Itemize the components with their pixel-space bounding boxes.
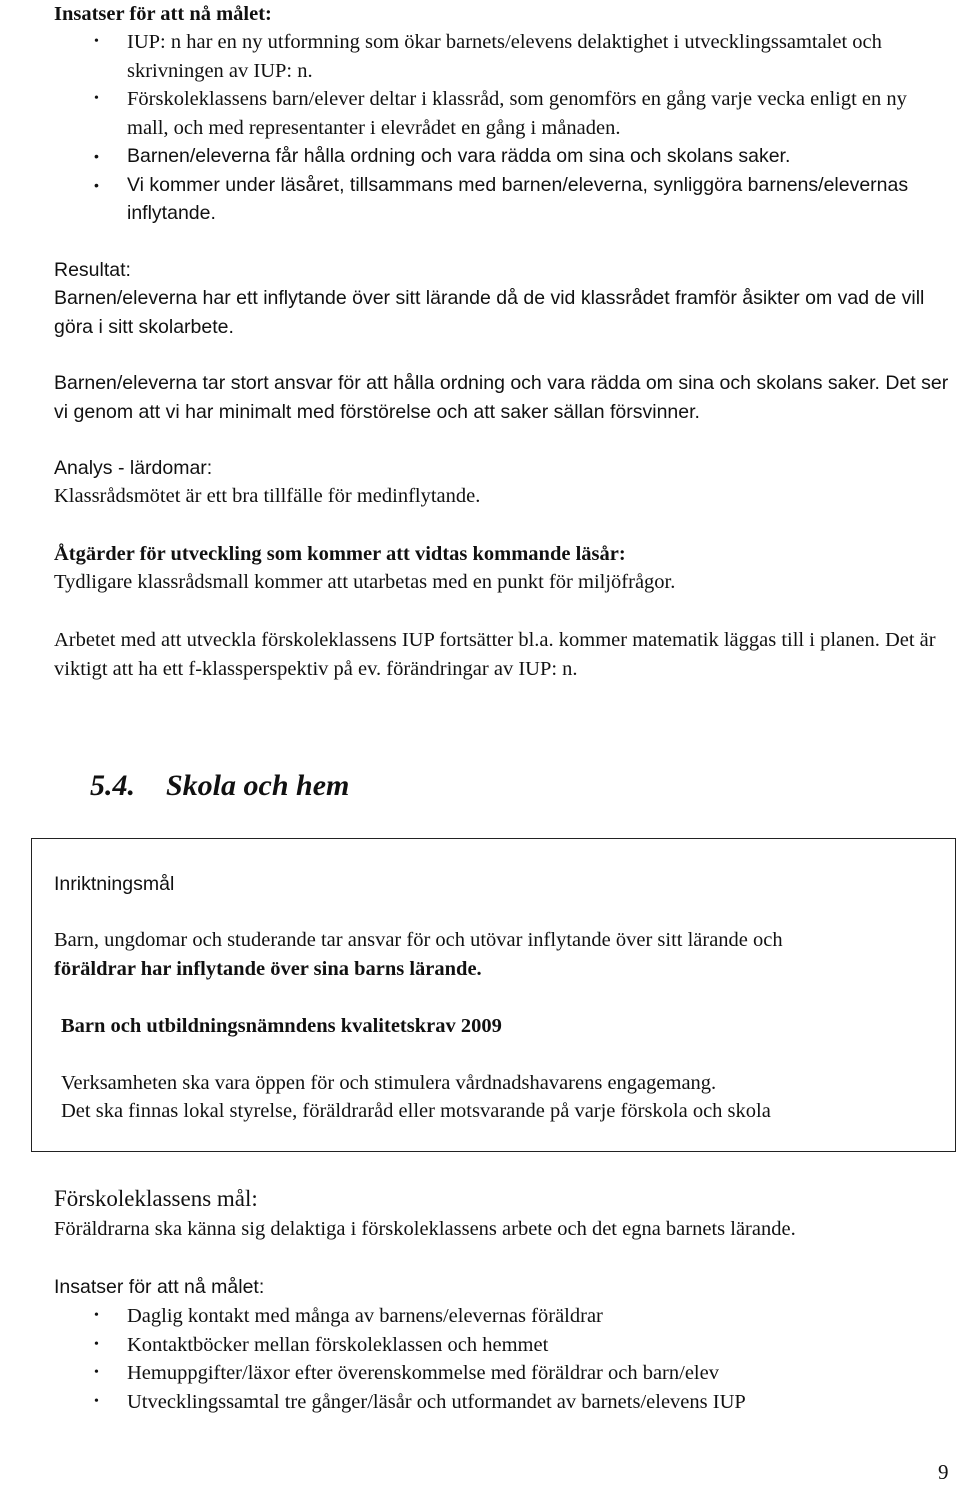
goal-text: Föräldrarna ska känna sig delaktiga i förskoleklassens arbete och det egna barnets lärande.: [54, 1218, 796, 1240]
bullet-icon: •: [94, 91, 99, 106]
actions-paragraph-2: Arbetet med att utveckla förskoleklassens IUP fortsätter bl.a. kommer matematik läggas till i planen. Det är viktigt att ha ett f-klassperspektiv på ev. förändringar av IUP: n.: [54, 629, 936, 680]
list-item: • Förskoleklassens barn/elever deltar i klassråd, som genomförs en gång varje vecka enligt en ny mall, och med representanter i elevrådet en gång i månaden.: [54, 85, 934, 142]
bullet-icon: •: [94, 176, 99, 193]
bullet-icon: •: [94, 1308, 99, 1323]
insatser-list-top: [54, 28, 934, 228]
bullet-icon: •: [94, 1365, 99, 1380]
box-heading: Inriktningsmål: [54, 873, 175, 895]
analysis-text: Klassrådsmötet är ett bra tillfälle för medinflytande.: [54, 485, 481, 507]
list-item: • IUP: n har en ny utformning som ökar barnets/elevens delaktighet i utvecklingssamtalet och skrivningen av IUP: n.: [54, 28, 934, 85]
bullet-icon: •: [94, 148, 99, 164]
result-paragraph-2: Barnen/eleverna tar stort ansvar för att hålla ordning och vara rädda om sina och skolans saker. Det ser vi genom att vi har minimalt med förstörelse och att saker sällan försvinner.: [54, 372, 949, 423]
result-heading: Resultat:: [54, 259, 131, 281]
section-number: 5.4.: [90, 769, 135, 802]
bullet-icon: •: [94, 1336, 99, 1352]
box-requirement-1: Verksamheten ska vara öppen för och stimulera vårdnadshavarens engagemang.: [61, 1072, 717, 1094]
insatser-list-bottom: [54, 1302, 934, 1416]
actions-paragraph-1: Tydligare klassrådsmall kommer att utarbetas med en punkt för miljöfrågor.: [54, 571, 676, 593]
section-title: [90, 768, 349, 804]
list-item: • Hemuppgifter/läxor efter överenskommelse med föräldrar och barn/elev: [54, 1359, 934, 1388]
analysis-heading: Analys - lärdomar:: [54, 457, 213, 479]
list-item: • Vi kommer under läsåret, tillsammans med barnen/eleverna, synliggöra barnens/elevernas inflytande.: [54, 171, 934, 228]
result-paragraph-1: Barnen/eleverna har ett inflytande över sitt lärande då de vid klassrådet framför åsikter om vad de vill göra i sitt skolarbete.: [54, 287, 925, 338]
list-item: • Utvecklingssamtal tre gånger/läsår och utformandet av barnets/elevens IUP: [54, 1388, 934, 1417]
box-subheading: Barn och utbildningsnämndens kvalitetskrav 2009: [61, 1015, 502, 1037]
page-number: 9: [938, 1460, 949, 1484]
box-requirement-2: Det ska finnas lokal styrelse, föräldraråd eller motsvarande på varje förskola och skola: [61, 1100, 771, 1122]
insatser-heading-bottom: Insatser för att nå målet:: [54, 1276, 265, 1298]
box-text-line-2: föräldrar har inflytande över sina barns lärande.: [54, 958, 482, 980]
box-text-line-1: Barn, ungdomar och studerande tar ansvar för och utövar inflytande över sitt lärande och: [54, 929, 783, 951]
list-item: • Daglig kontakt med många av barnens/elevernas föräldrar: [54, 1302, 934, 1331]
list-item: • Kontaktböcker mellan förskoleklassen och hemmet: [54, 1331, 934, 1360]
goal-heading: Förskoleklassens mål:: [54, 1186, 258, 1211]
bullet-icon: •: [94, 1393, 99, 1409]
section-title-text: Skola och hem: [166, 769, 350, 802]
list-item: • Barnen/eleverna får hålla ordning och vara rädda om sina och skolans saker.: [54, 142, 934, 171]
insatser-heading-top: Insatser för att nå målet:: [54, 3, 272, 25]
actions-heading: Åtgärder för utveckling som kommer att vidtas kommande läsår:: [54, 543, 626, 565]
bullet-icon: •: [94, 34, 99, 49]
